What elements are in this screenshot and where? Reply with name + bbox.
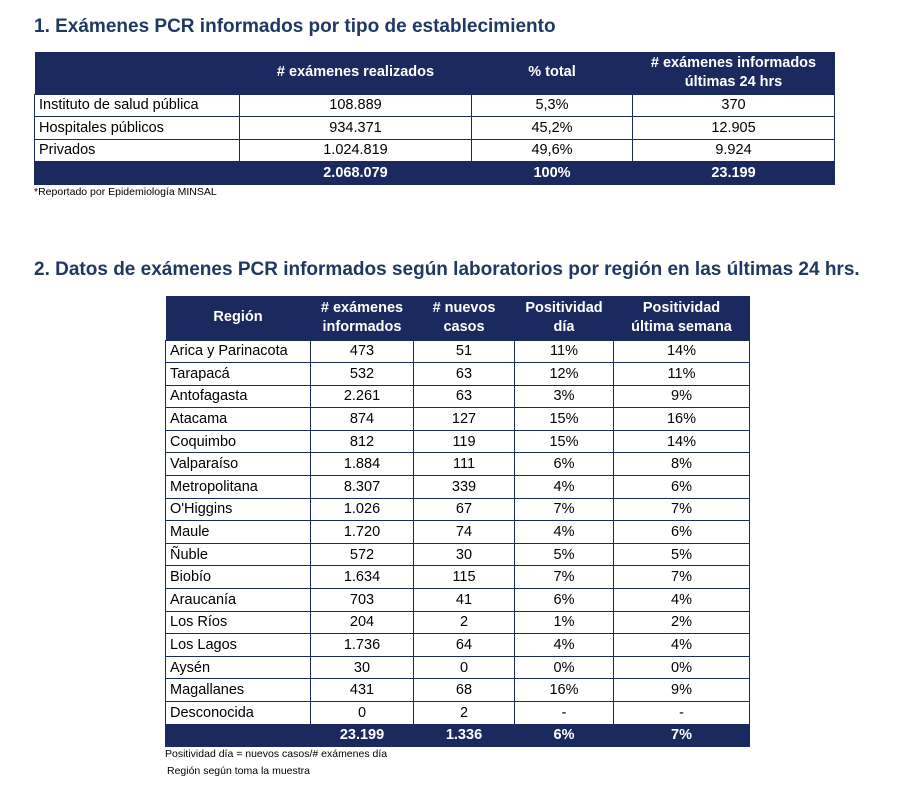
value-cell: 51 (414, 340, 515, 363)
row-label-cell: Instituto de salud pública (35, 94, 240, 117)
row-label-cell: O'Higgins (166, 498, 311, 521)
table-row (166, 656, 750, 679)
header-cell: # exámenes informados últimas 24 hrs (633, 52, 835, 94)
total-cell: 23.199 (633, 162, 835, 185)
row-label-cell: Tarapacá (166, 363, 311, 386)
value-cell: 63 (414, 363, 515, 386)
value-cell: 1.720 (311, 521, 414, 544)
value-cell: 41 (414, 589, 515, 612)
value-cell: 4% (515, 634, 614, 657)
table-row (166, 702, 750, 725)
row-label-cell: Araucanía (166, 589, 311, 612)
value-cell: 9.924 (633, 139, 835, 162)
value-cell: 2 (414, 611, 515, 634)
total-cell (35, 162, 240, 185)
value-cell: 0 (414, 656, 515, 679)
header-cell: # exámenes informados (311, 296, 414, 340)
value-cell: 11% (614, 363, 750, 386)
value-cell: 14% (614, 430, 750, 453)
total-cell: 100% (472, 162, 633, 185)
value-cell: 15% (515, 430, 614, 453)
row-label-cell: Coquimbo (166, 430, 311, 453)
section1-title: 1. Exámenes PCR informados por tipo de establecimiento (34, 16, 556, 37)
value-cell: 67 (414, 498, 515, 521)
row-label-cell: Ñuble (166, 543, 311, 566)
value-cell: 0 (311, 702, 414, 725)
table-row (166, 566, 750, 589)
table-row (166, 453, 750, 476)
table-row (166, 634, 750, 657)
value-cell: 812 (311, 430, 414, 453)
header-cell: Positividad día (515, 296, 614, 340)
value-cell: 7% (614, 498, 750, 521)
total-row (35, 162, 835, 185)
table-header-row (166, 296, 750, 340)
table-row (166, 476, 750, 499)
value-cell: 6% (614, 476, 750, 499)
row-label-cell: Atacama (166, 408, 311, 431)
value-cell: 2.261 (311, 385, 414, 408)
row-label-cell: Hospitales públicos (35, 117, 240, 140)
table-row (166, 430, 750, 453)
table-row (166, 385, 750, 408)
table-row (166, 543, 750, 566)
value-cell: - (614, 702, 750, 725)
total-cell (166, 724, 311, 747)
value-cell: 4% (614, 589, 750, 612)
value-cell: 68 (414, 679, 515, 702)
value-cell: 1.026 (311, 498, 414, 521)
value-cell: 7% (614, 566, 750, 589)
row-label-cell: Arica y Parinacota (166, 340, 311, 363)
row-label-cell: Desconocida (166, 702, 311, 725)
row-label-cell: Magallanes (166, 679, 311, 702)
value-cell: 2 (414, 702, 515, 725)
value-cell: 2% (614, 611, 750, 634)
value-cell: 74 (414, 521, 515, 544)
value-cell: 6% (614, 521, 750, 544)
value-cell: 370 (633, 94, 835, 117)
total-cell: 7% (614, 724, 750, 747)
value-cell: 431 (311, 679, 414, 702)
value-cell: 204 (311, 611, 414, 634)
row-label-cell: Privados (35, 139, 240, 162)
value-cell: 111 (414, 453, 515, 476)
value-cell: 339 (414, 476, 515, 499)
header-cell: # exámenes realizados (240, 52, 472, 94)
value-cell: 1.736 (311, 634, 414, 657)
value-cell: 115 (414, 566, 515, 589)
value-cell: 532 (311, 363, 414, 386)
value-cell: 11% (515, 340, 614, 363)
value-cell: 30 (414, 543, 515, 566)
row-label-cell: Los Ríos (166, 611, 311, 634)
value-cell: 3% (515, 385, 614, 408)
value-cell: 15% (515, 408, 614, 431)
value-cell: 9% (614, 385, 750, 408)
header-cell: # nuevos casos (414, 296, 515, 340)
row-label-cell: Aysén (166, 656, 311, 679)
source-note: *Reportado por Epidemiología MINSAL (34, 186, 217, 198)
row-label-cell: Biobío (166, 566, 311, 589)
value-cell: 1.634 (311, 566, 414, 589)
value-cell: - (515, 702, 614, 725)
table-row (166, 363, 750, 386)
value-cell: 12% (515, 363, 614, 386)
value-cell: 108.889 (240, 94, 472, 117)
value-cell: 45,2% (472, 117, 633, 140)
value-cell: 5% (614, 543, 750, 566)
table-row (166, 521, 750, 544)
value-cell: 4% (614, 634, 750, 657)
value-cell: 6% (515, 453, 614, 476)
table-row (166, 679, 750, 702)
table-row (166, 611, 750, 634)
value-cell: 49,6% (472, 139, 633, 162)
value-cell: 5,3% (472, 94, 633, 117)
value-cell: 64 (414, 634, 515, 657)
value-cell: 6% (515, 589, 614, 612)
value-cell: 7% (515, 566, 614, 589)
total-cell: 23.199 (311, 724, 414, 747)
value-cell: 8% (614, 453, 750, 476)
value-cell: 16% (614, 408, 750, 431)
value-cell: 127 (414, 408, 515, 431)
row-label-cell: Metropolitana (166, 476, 311, 499)
region-note: Región según toma la muestra (167, 765, 310, 777)
value-cell: 7% (515, 498, 614, 521)
value-cell: 1.024.819 (240, 139, 472, 162)
row-label-cell: Valparaíso (166, 453, 311, 476)
total-cell: 6% (515, 724, 614, 747)
value-cell: 8.307 (311, 476, 414, 499)
value-cell: 14% (614, 340, 750, 363)
table-row (35, 117, 835, 140)
table-header-row (35, 52, 835, 94)
value-cell: 0% (515, 656, 614, 679)
positivity-note: Positividad día = nuevos casos/# exámenes día (165, 748, 388, 760)
table-row (166, 589, 750, 612)
table-row (166, 408, 750, 431)
header-cell: % total (472, 52, 633, 94)
section2-title: 2. Datos de exámenes PCR informados según laboratorios por región en las últimas 24 hrs. (34, 259, 860, 280)
table-row (166, 340, 750, 363)
region-table (165, 296, 750, 747)
value-cell: 703 (311, 589, 414, 612)
establishment-table (34, 52, 835, 185)
row-label-cell: Maule (166, 521, 311, 544)
value-cell: 0% (614, 656, 750, 679)
row-label-cell: Antofagasta (166, 385, 311, 408)
row-label-cell: Los Lagos (166, 634, 311, 657)
value-cell: 572 (311, 543, 414, 566)
total-cell: 1.336 (414, 724, 515, 747)
value-cell: 4% (515, 521, 614, 544)
value-cell: 63 (414, 385, 515, 408)
value-cell: 473 (311, 340, 414, 363)
value-cell: 12.905 (633, 117, 835, 140)
table-row (35, 139, 835, 162)
header-cell: Positividad última semana (614, 296, 750, 340)
value-cell: 1.884 (311, 453, 414, 476)
value-cell: 30 (311, 656, 414, 679)
header-cell (35, 52, 240, 94)
value-cell: 934.371 (240, 117, 472, 140)
table-row (35, 94, 835, 117)
value-cell: 874 (311, 408, 414, 431)
value-cell: 5% (515, 543, 614, 566)
table-row (166, 498, 750, 521)
total-row (166, 724, 750, 747)
value-cell: 16% (515, 679, 614, 702)
value-cell: 119 (414, 430, 515, 453)
header-cell: Región (166, 296, 311, 340)
value-cell: 1% (515, 611, 614, 634)
total-cell: 2.068.079 (240, 162, 472, 185)
value-cell: 4% (515, 476, 614, 499)
value-cell: 9% (614, 679, 750, 702)
